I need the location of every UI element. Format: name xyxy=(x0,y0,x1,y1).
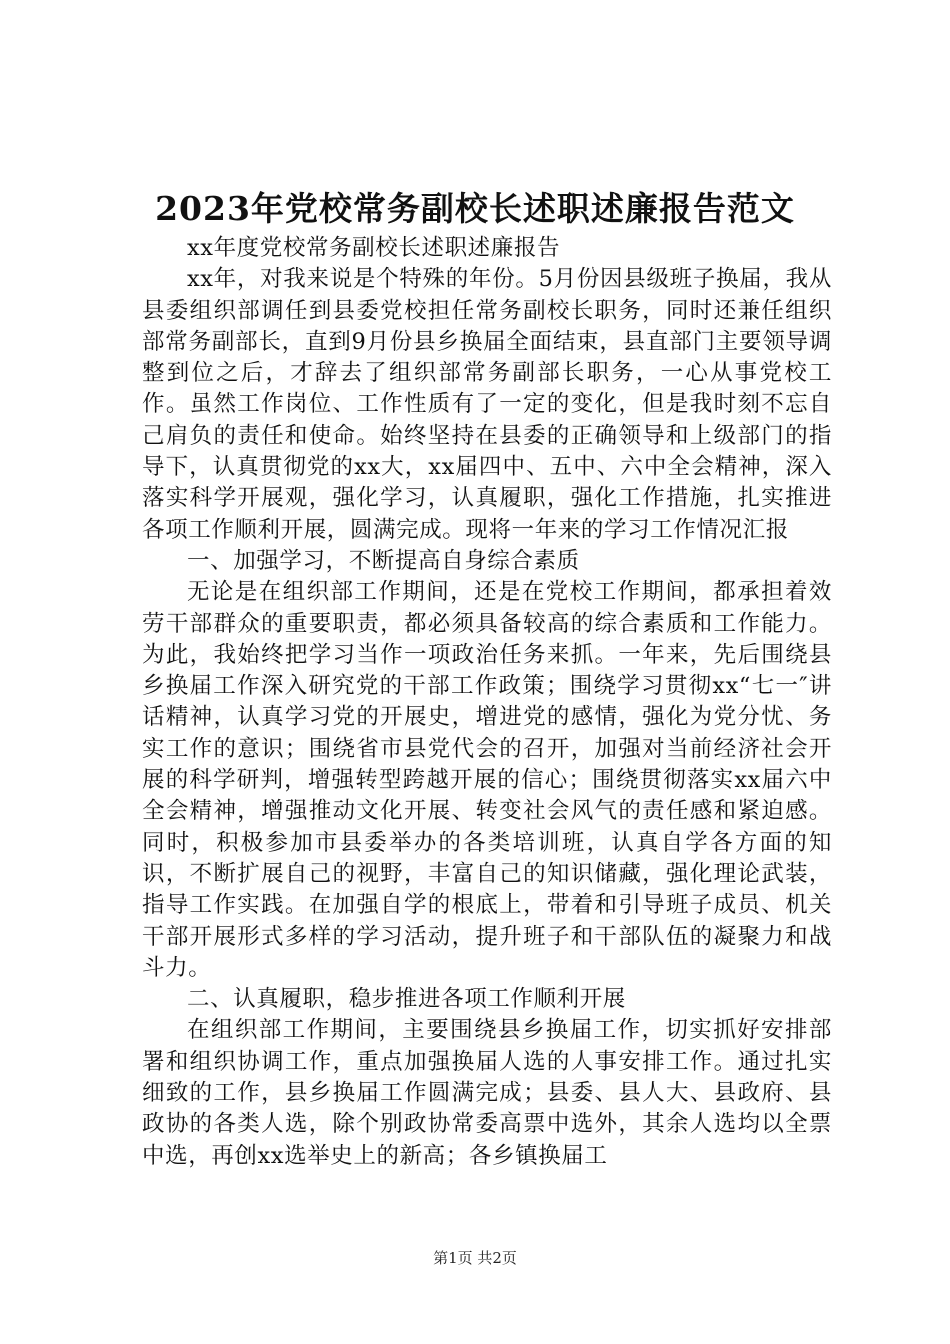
document-title: 2023年党校常务副校长述职述廉报告范文 xyxy=(155,189,795,228)
paragraph-report-heading: xx年度党校常务副校长述职述廉报告 xyxy=(187,235,561,261)
paragraph-study: 无论是在组织部工作期间，还是在党校工作期间，都承担着效劳干部群众的重要职责，都必须具备较高的综合素质和工作能力。为此，我始终把学习当作一项政治任务来抓。一年来，先后围绕县乡换届工作深入研究党的干部工作政策；围绕学习贯彻xx“七一″讲话精神，认真学习党的开展史，增进党的感情，强化为党分忧、务实工作的意识；围绕省市县党代会的召开，加强对当前经济社会开展的科学研判，增强转型跨越开展的信心；围绕贯彻落实xx届六中全会精神，增强推动文化开展、转变社会风气的责任感和紧迫感。同时，积极参加市县委举办的各类培训班，认真自学各方面的知识，不断扩展自己的视野，丰富自己的知识储藏，强化理论武装，指导工作实践。在加强自学的根底上，带着和引导班子成员、机关干部开展形式多样的学习活动，提升班子和干部队伍的凝聚力和战斗力。 xyxy=(142,579,832,981)
paragraph-intro: xx年，对我来说是个特殊的年份。5月份因县级班子换届，我从县委组织部调任到县委党校担任常务副校长职务，同时还兼任组织部常务副部长，直到9月份县乡换届全面结束，县直部门主要领导调整到位之后，才辞去了组织部常务副部长职务，一心从事党校工作。虽然工作岗位、工作性质有了一定的变化，但是我时刻不忘自己肩负的责任和使命。始终坚持在县委的正确领导和上级部门的指导下，认真贯彻党的xx大，xx届四中、五中、六中全会精神，深入落实科学开展观，强化学习，认真履职，强化工作措施，扎实推进各项工作顺利开展，圆满完成。现将一年来的学习工作情况汇报 xyxy=(142,266,832,543)
section-heading-study: 一、加强学习，不断提高自身综合素质 xyxy=(187,547,580,574)
document-body xyxy=(142,233,832,1172)
paragraph-duty: 在组织部工作期间，主要围绕县乡换届工作，切实抓好安排部署和组织协调工作，重点加强换届人选的人事安排工作。通过扎实细致的工作，县乡换届工作圆满完成；县委、县人大、县政府、县政协的各类人选，除个别政协常委高票中选外，其余人选均以全票中选，再创xx选举史上的新高；各乡镇换届工 xyxy=(142,1017,832,1169)
section-heading-duty: 二、认真履职，稳步推进各项工作顺利开展 xyxy=(187,986,626,1013)
page-footer: 第1页 共2页 xyxy=(433,1249,517,1267)
